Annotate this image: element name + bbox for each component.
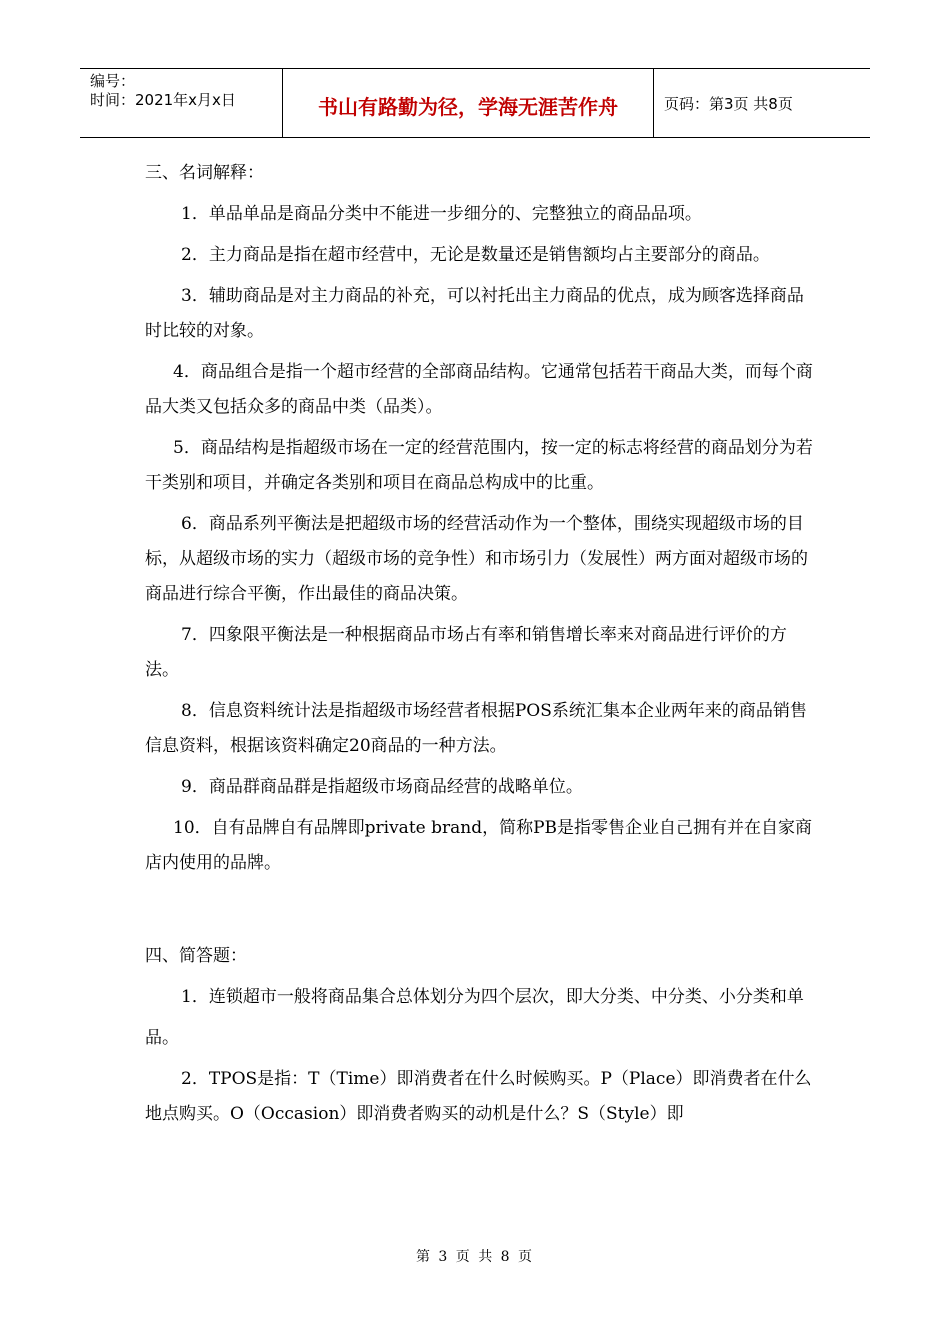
term-item-3: 3．辅助商品是对主力商品的补充，可以衬托出主力商品的优点，成为顾客选择商品时比较的对象。	[145, 286, 804, 341]
term-item-6: 6．商品系列平衡法是把超级市场的经营活动作为一个整体，围绕实现超级市场的目标，从超级市场的实力（超级市场的竞争性）和市场引力（发展性）两方面对超级市场的商品进行综合平衡，作出最佳的商品决策。	[145, 514, 808, 604]
answer-item-1: 1．连锁超市一般将商品集合总体划分为四个层次，即大分类、中分类、小分类和单	[181, 987, 804, 1007]
term-item-4: 4．商品组合是指一个超市经营的全部商品结构。它通常包括若干商品大类，而每个商品大类又包括众多的商品中类（品类）。	[145, 362, 813, 417]
answer-item-1-tail: 品。	[145, 1028, 179, 1048]
answer-item-2: 2．TPOS是指：T（Time）即消费者在什么时候购买。P（Place）即消费者在什么地点购买。O（Occasion）即消费者购买的动机是什么？S（Style）即	[145, 1069, 812, 1124]
section-heading-terms: 三、名词解释：	[145, 163, 264, 183]
section-heading-short-answer: 四、简答题：	[145, 946, 247, 966]
term-item-8: 8．信息资料统计法是指超级市场经营者根据POS系统汇集本企业两年来的商品销售信息资料，根据该资料确定20商品的一种方法。	[145, 701, 807, 756]
header-left-cell	[80, 69, 282, 137]
term-item-9: 9．商品群商品群是指超级市场商品经营的战略单位。	[181, 777, 583, 797]
term-item-2: 2．主力商品是指在超市经营中，无论是数量还是销售额均占主要部分的商品。	[181, 245, 770, 265]
page-header	[80, 68, 870, 138]
header-motto: 书山有路勤为径，学海无涯苦作舟	[318, 94, 618, 119]
header-page-label: 页码：第3页 共8页	[664, 94, 793, 113]
term-item-5: 5．商品结构是指超级市场在一定的经营范围内，按一定的标志将经营的商品划分为若干类别和项目，并确定各类别和项目在商品总构成中的比重。	[145, 438, 813, 493]
header-middle-cell	[282, 69, 654, 137]
header-right-cell	[654, 69, 870, 137]
page-footer: 第 3 页 共 8 页	[415, 1249, 535, 1265]
section-spacer	[145, 881, 813, 933]
term-item-10: 10．自有品牌自有品牌即private brand，简称PB是指零售企业自己拥有并在自家商店内使用的品牌。	[145, 818, 813, 873]
term-item-7: 7．四象限平衡法是一种根据商品市场占有率和销售增长率来对商品进行评价的方法。	[145, 625, 787, 680]
document-date-label: 时间：2021年x月x日	[90, 91, 236, 109]
term-item-1: 1．单品单品是商品分类中不能进一步细分的、完整独立的商品品项。	[181, 204, 702, 224]
document-body	[145, 150, 813, 1132]
document-number-label: 编号：	[90, 72, 136, 90]
